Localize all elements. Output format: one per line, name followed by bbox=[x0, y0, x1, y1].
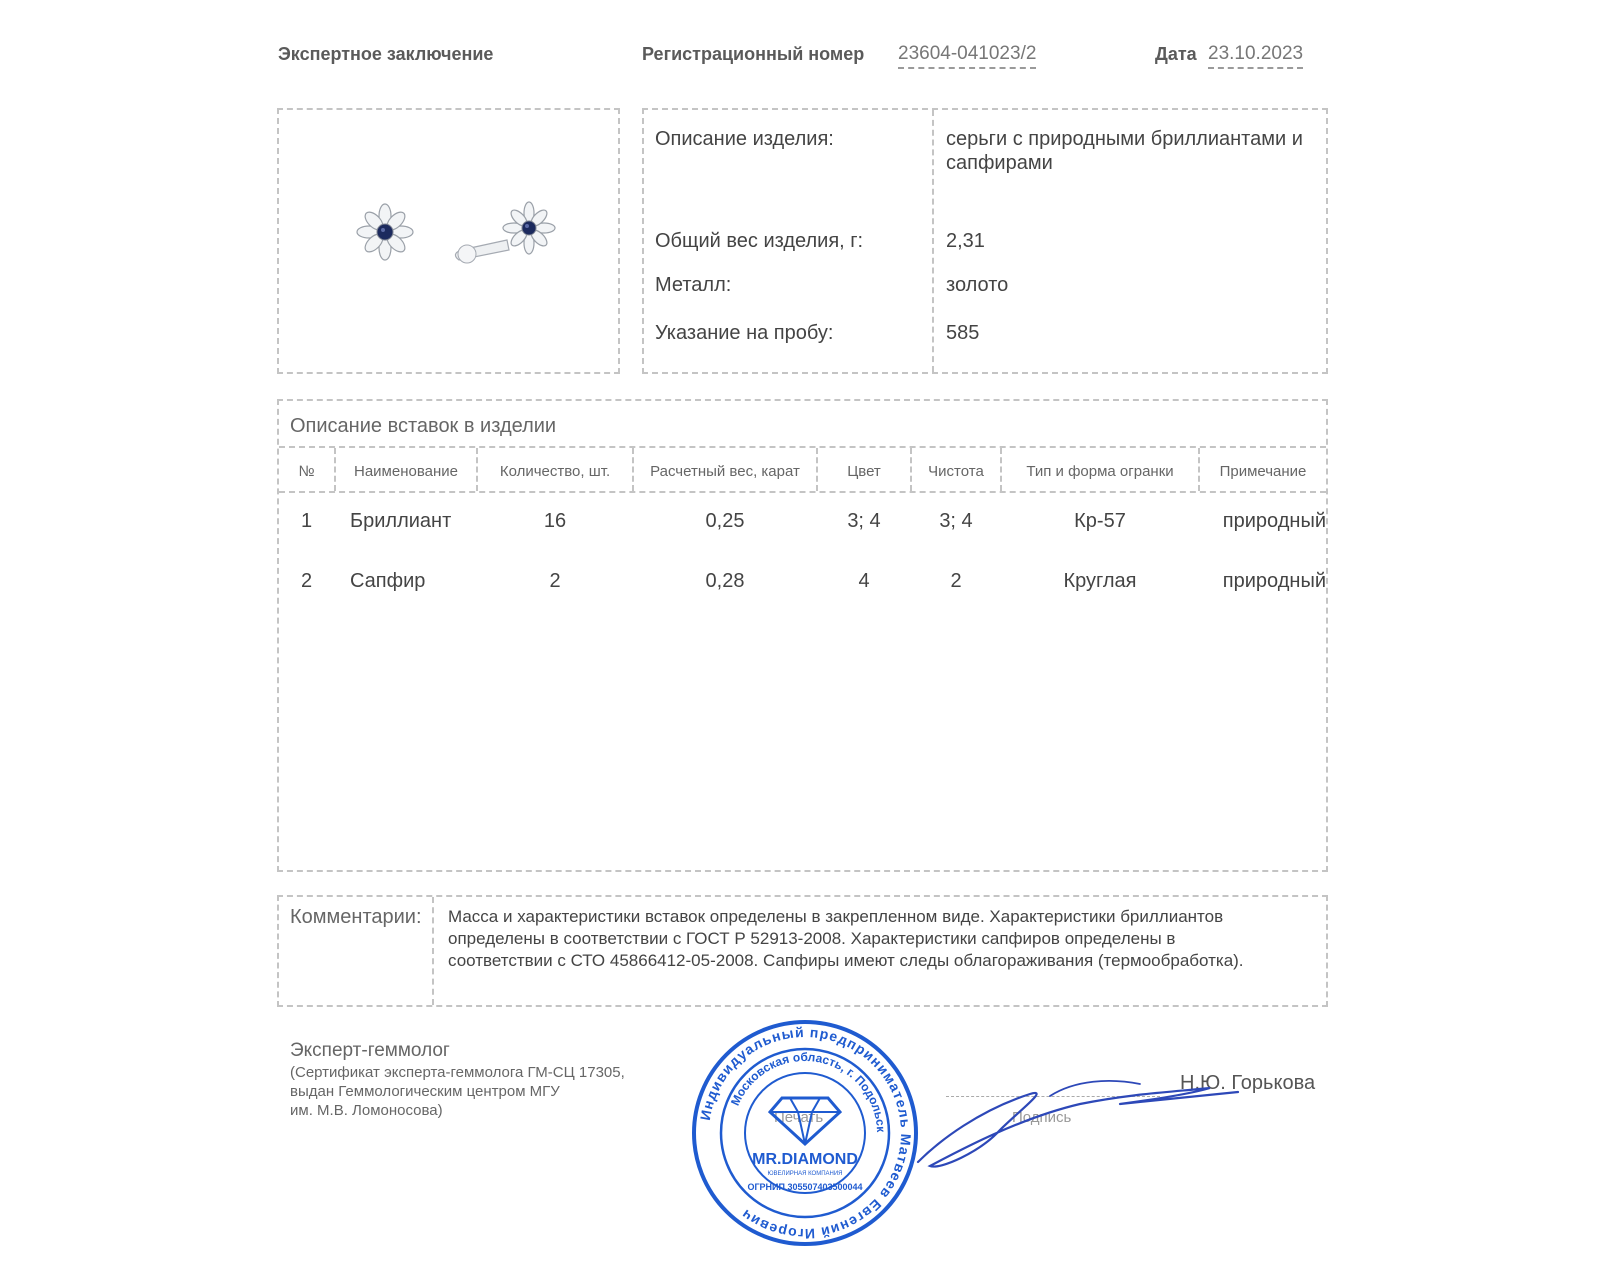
inserts-title-divider bbox=[279, 446, 1326, 448]
cell-clarity: 2 bbox=[950, 570, 962, 592]
description-label: Описание изделия: bbox=[655, 128, 834, 150]
cell-name: Бриллиант bbox=[350, 510, 452, 532]
col-header-note: Примечание bbox=[1219, 463, 1307, 480]
col-header-cut: Тип и форма огранки bbox=[1026, 463, 1174, 480]
cert-line3: им. М.В. Ломоносова) bbox=[290, 1102, 443, 1119]
product-photo-frame bbox=[277, 108, 620, 374]
cell-number: 1 bbox=[300, 510, 313, 532]
weight-value: 2,31 bbox=[946, 230, 985, 252]
item-divider bbox=[932, 110, 934, 372]
document-title: Экспертное заключение bbox=[278, 44, 494, 64]
col-header-quantity: Количество, шт. bbox=[499, 463, 611, 480]
expert-title: Эксперт-геммолог bbox=[290, 1040, 450, 1061]
description-value-line2: сапфирами bbox=[946, 152, 1053, 174]
hallmark-label: Указание на пробу: bbox=[655, 322, 834, 344]
diamond-logo-icon bbox=[770, 1098, 840, 1144]
signature-placeholder-label: Подпись bbox=[1012, 1109, 1072, 1126]
company-stamp bbox=[690, 1018, 920, 1248]
earrings-image bbox=[279, 110, 618, 372]
cell-cut: Круглая bbox=[1063, 570, 1137, 592]
comments-divider bbox=[432, 897, 434, 1005]
metal-value: золото bbox=[946, 274, 1009, 296]
col-header-color: Цвет bbox=[847, 463, 881, 480]
col-header-name: Наименование bbox=[354, 463, 458, 480]
cell-number: 2 bbox=[300, 570, 313, 592]
description-value-line1: серьги с природными бриллиантами и bbox=[946, 128, 1303, 150]
cell-weight: 0,28 bbox=[705, 570, 745, 592]
weight-label: Общий вес изделия, г: bbox=[655, 230, 864, 252]
hallmark-value: 585 bbox=[946, 322, 980, 344]
stamp-ring-text: Индивидуальный предприниматель Матвеев Евгений Игоревич bbox=[696, 1023, 915, 1243]
comments-label: Комментарии: bbox=[290, 906, 422, 928]
comments-line2: определены в соответствии с ГОСТ Р 52913-2008. Характеристики сапфиров определены в bbox=[448, 929, 1176, 948]
cell-weight: 0,25 bbox=[705, 510, 745, 532]
comments-line1: Масса и характеристики вставок определены в закрепленном виде. Характеристики бриллиантов bbox=[448, 907, 1224, 926]
stamp-placeholder-label: Печать bbox=[774, 1109, 824, 1126]
cert-line2: выдан Геммологическим центром МГУ bbox=[290, 1083, 560, 1100]
stamp-brand: MR.DIAMOND bbox=[752, 1151, 858, 1168]
cell-cut: Кр-57 bbox=[1074, 510, 1126, 532]
cell-note: природный bbox=[1222, 570, 1326, 592]
comments-line3: соответствии с СТО 45866412-05-2008. Сапфиры имеют следы облагораживания (термообработка). bbox=[448, 951, 1244, 970]
cell-name: Сапфир bbox=[350, 570, 426, 592]
reg-number-value: 23604-041023/2 bbox=[898, 43, 1036, 69]
date-value: 23.10.2023 bbox=[1208, 43, 1303, 69]
stamp-ogrnip: ОГРНИП 305507403500044 bbox=[747, 1182, 863, 1192]
col-header-number: № bbox=[298, 463, 315, 480]
cell-clarity: 3; 4 bbox=[939, 510, 973, 532]
col-header-clarity: Чистота bbox=[928, 463, 984, 480]
handwritten-signature bbox=[900, 1070, 1260, 1180]
signer-name: Н.Ю. Горькова bbox=[1180, 1072, 1316, 1094]
cell-quantity: 2 bbox=[549, 570, 561, 592]
inserts-title: Описание вставок в изделии bbox=[290, 415, 557, 437]
cell-note: природный bbox=[1222, 510, 1326, 532]
col-header-weight: Расчетный вес, карат bbox=[650, 463, 800, 480]
stamp-brand-sub: ЮВЕЛИРНАЯ КОМПАНИЯ bbox=[767, 1171, 843, 1177]
cert-line1: (Сертификат эксперта-геммолога ГМ-СЦ 17305, bbox=[290, 1064, 625, 1081]
cell-color: 4 bbox=[858, 570, 870, 592]
metal-label: Металл: bbox=[655, 274, 732, 296]
date-label: Дата bbox=[1155, 44, 1197, 64]
inserts-header-divider bbox=[279, 491, 1326, 493]
stamp-inner-text: Московская область, г. Подольск bbox=[727, 1049, 889, 1133]
cell-color: 3; 4 bbox=[847, 510, 881, 532]
cell-quantity: 16 bbox=[543, 510, 567, 532]
reg-number-label: Регистрационный номер bbox=[642, 44, 865, 64]
